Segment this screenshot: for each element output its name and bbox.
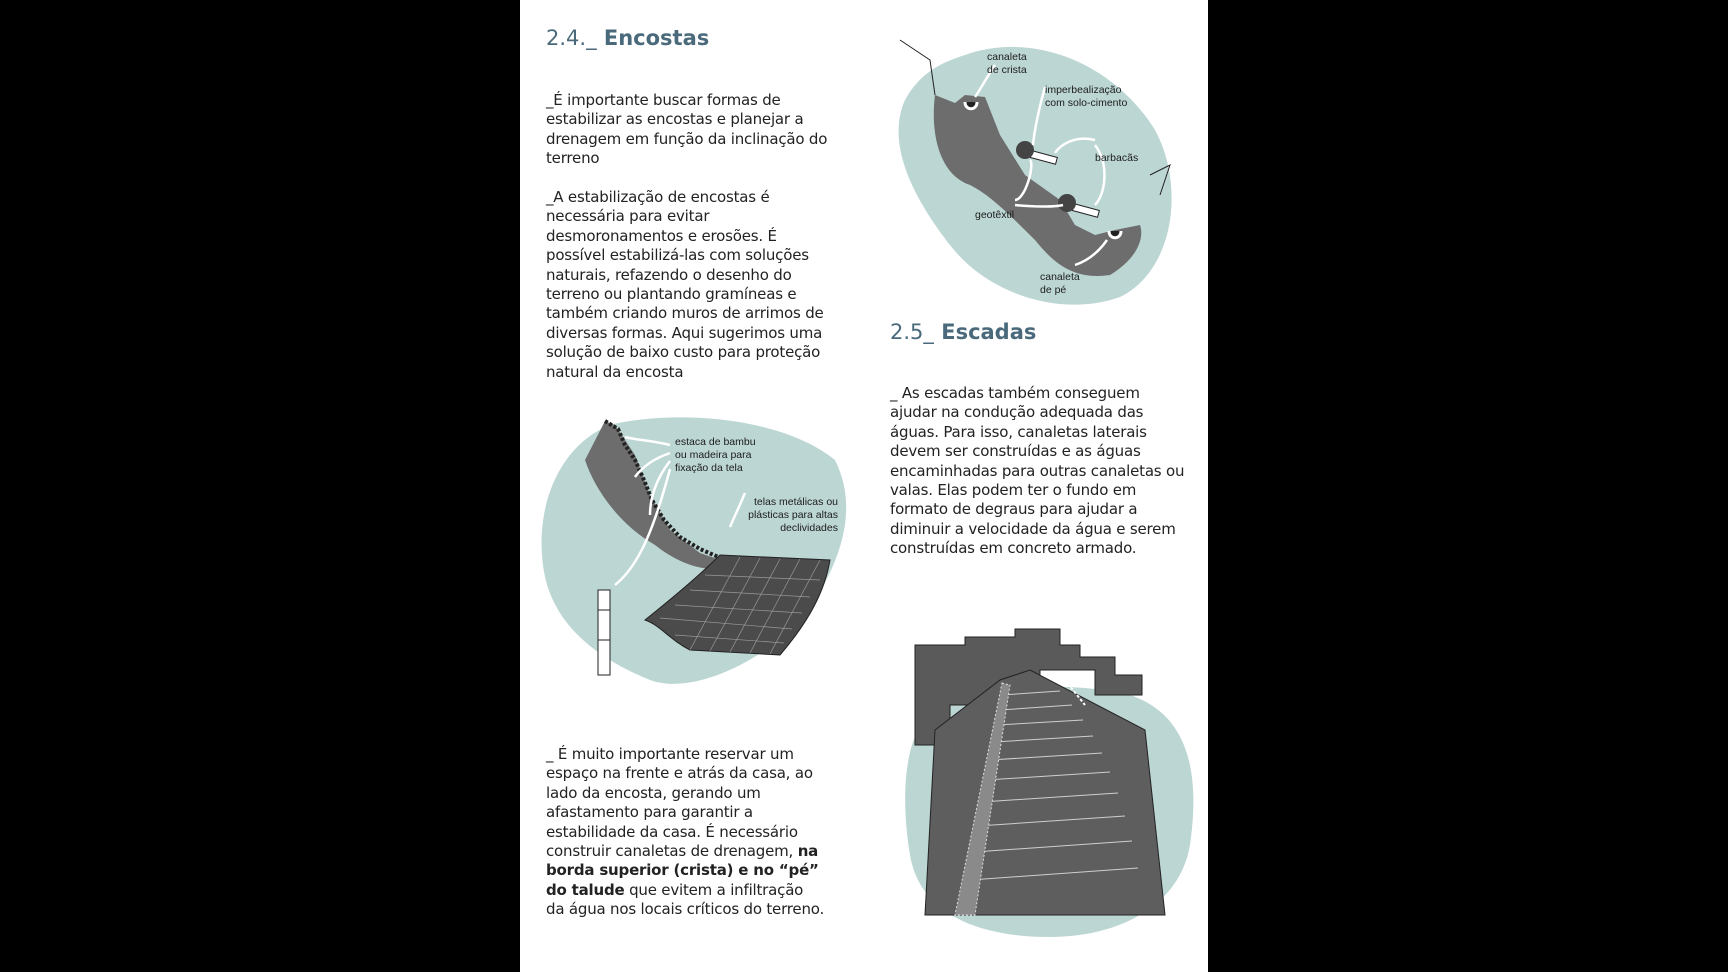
- label-foot-2: de pé: [1040, 284, 1067, 296]
- label-mesh-2: plásticas para altas: [748, 509, 838, 521]
- section-number: 2.4._: [546, 26, 597, 50]
- slope-stabilization-illustration: [540, 415, 850, 687]
- section-heading-encostas: [546, 26, 709, 50]
- label-waterproof-2: com solo-cimento: [1045, 97, 1128, 109]
- label-stake-2: ou madeira para: [675, 449, 752, 461]
- drainage-illustration: [895, 35, 1185, 310]
- label-stake-1: estaca de bambu: [675, 436, 756, 448]
- crest-channel: [965, 102, 977, 109]
- paragraph-setback: [546, 745, 826, 920]
- section-title: Escadas: [941, 320, 1037, 344]
- label-mesh-3: declividades: [780, 522, 838, 534]
- document-page: [520, 0, 1208, 972]
- setback-text-bold: na borda superior (crista) e no “pé” do talude: [546, 842, 819, 899]
- bamboo-stake: [598, 590, 610, 675]
- label-waterproof-1: imperbealização: [1045, 84, 1122, 96]
- paragraph-stabilization: _A estabilização de encostas é necessária para evitar desmoronamentos e erosões. É possível estabilizá-las com soluções naturais, refazendo o desenho do terreno ou plantando gramíneas e também criando muros de arrimos de diversas formas. Aqui sugerimos uma solução de baixo custo para proteção natural da encosta: [546, 188, 824, 381]
- paragraph-stabilize-intro: _É importante buscar formas de estabilizar as encostas e planejar a drenagem em função da inclinação do terreno: [546, 91, 828, 168]
- background-blob: [899, 47, 1172, 305]
- paragraph-stairs: _ As escadas também conseguem ajudar na condução adequada das águas. Para isso, canaletas laterais devem ser construídas e as águas encaminhadas para outras canaletas ou valas. Elas podem ter o fundo em formato de degraus para ajudar a diminuir a velocidade da água e serem construídas em concreto armado.: [890, 384, 1185, 558]
- geotextile-2: [1058, 194, 1076, 212]
- setback-text-end: que evitem a infiltração da água nos locais críticos do terreno.: [546, 880, 825, 919]
- stairs-illustration: [890, 625, 1200, 940]
- label-geotextil: geotêxtil: [975, 209, 1015, 221]
- label-crest-2: de crista: [987, 64, 1027, 76]
- label-barbacas: barbacãs: [1095, 152, 1139, 164]
- label-crest-1: canaleta: [987, 51, 1027, 63]
- label-stake-3: fixação da tela: [675, 462, 743, 474]
- section-heading-escadas: [890, 320, 1036, 344]
- label-mesh-1: telas metálicas ou: [753, 496, 838, 508]
- setback-text-start: _ É muito importante reservar um espaço na frente e atrás da casa, ao lado da encosta, gerando um afastamento para garantir a estabilidade da casa. É necessário construir canaletas de drenagem,: [546, 745, 813, 861]
- section-title: Encostas: [603, 26, 710, 50]
- foot-channel: [1109, 231, 1121, 238]
- section-number: 2.5_: [890, 320, 934, 344]
- label-foot-1: canaleta: [1040, 271, 1080, 283]
- geotextile-1: [1016, 141, 1034, 159]
